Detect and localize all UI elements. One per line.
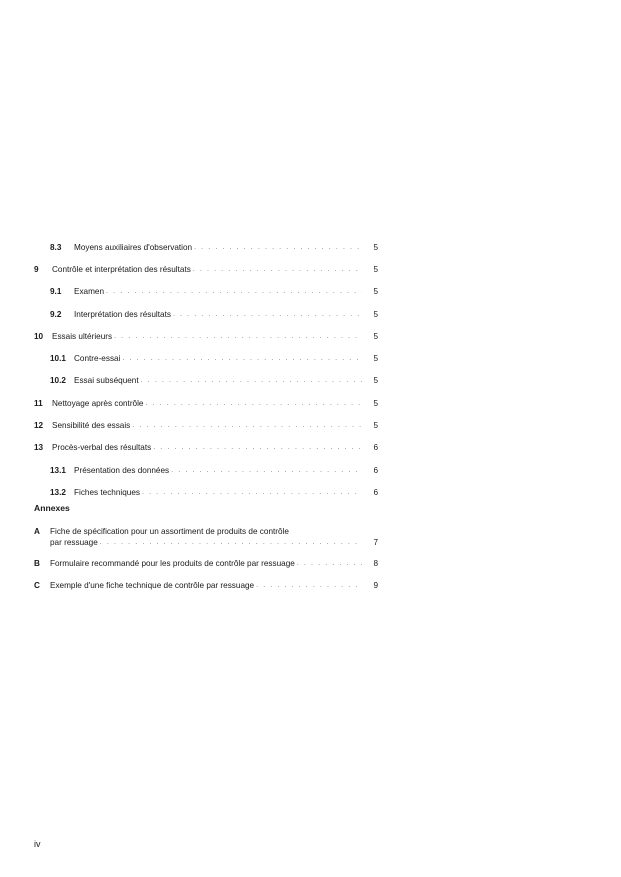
annexes-heading: Annexes bbox=[34, 503, 70, 513]
toc-number: 13.2 bbox=[50, 487, 66, 497]
toc-number: 10.2 bbox=[50, 376, 66, 386]
annex-letter: A bbox=[34, 527, 40, 536]
dot-leader bbox=[114, 333, 362, 340]
annex-title: Exemple d'une fiche technique de contrôle par ressuage bbox=[50, 581, 255, 590]
dot-leader bbox=[297, 560, 362, 567]
annex-letter: B bbox=[34, 559, 40, 568]
page-folio: iv bbox=[34, 839, 41, 849]
annex-entry-a bbox=[34, 527, 378, 551]
table-of-contents bbox=[34, 236, 378, 504]
toc-number: 13 bbox=[34, 443, 44, 453]
annex-title-line2: par ressuage bbox=[50, 538, 98, 547]
toc-entry-8-3 bbox=[34, 236, 378, 258]
toc-entry-13 bbox=[34, 437, 378, 459]
toc-page: 5 bbox=[373, 376, 378, 386]
toc-entry-13-2 bbox=[34, 481, 378, 503]
annex-entry-b bbox=[34, 559, 378, 573]
annex-title: Formulaire recommandé pour les produits de contrôle par ressuage bbox=[50, 559, 295, 568]
toc-title: Essais ultérieurs bbox=[52, 331, 113, 341]
toc-title: Présentation des données bbox=[74, 465, 170, 475]
dot-leader bbox=[142, 489, 362, 496]
dot-leader bbox=[193, 266, 362, 273]
toc-page: 6 bbox=[373, 443, 378, 453]
toc-page: 5 bbox=[373, 331, 378, 341]
dot-leader bbox=[171, 467, 362, 474]
toc-number: 9.1 bbox=[50, 287, 62, 297]
toc-title: Contre-essai bbox=[74, 354, 121, 364]
toc-title: Essai subséquent bbox=[74, 376, 139, 386]
dot-leader bbox=[256, 582, 362, 589]
dot-leader bbox=[173, 311, 362, 318]
dot-leader bbox=[122, 355, 362, 362]
toc-title: Moyens auxiliaires d'observation bbox=[74, 242, 193, 252]
toc-page: 5 bbox=[373, 309, 378, 319]
toc-page: 5 bbox=[373, 354, 378, 364]
annex-page: 8 bbox=[373, 559, 378, 568]
toc-number: 10 bbox=[34, 331, 44, 341]
toc-page: 6 bbox=[373, 487, 378, 497]
toc-entry-9-2 bbox=[34, 303, 378, 325]
toc-number: 8.3 bbox=[50, 242, 62, 252]
annex-title-line1: Fiche de spécification pour un assortiment de produits de contrôle bbox=[50, 527, 289, 536]
toc-page: 5 bbox=[373, 398, 378, 408]
toc-entry-10-1 bbox=[34, 347, 378, 369]
toc-entry-10 bbox=[34, 325, 378, 347]
annex-letter: C bbox=[34, 581, 40, 590]
toc-title: Examen bbox=[74, 287, 105, 297]
toc-title: Sensibilité des essais bbox=[52, 421, 131, 431]
annex-title-row bbox=[50, 559, 378, 568]
toc-entry-11 bbox=[34, 392, 378, 414]
toc-title: Procès-verbal des résultats bbox=[52, 443, 152, 453]
toc-title: Nettoyage après contrôle bbox=[52, 398, 144, 408]
dot-leader bbox=[153, 444, 362, 451]
toc-entry-10-2 bbox=[34, 370, 378, 392]
dot-leader bbox=[106, 288, 362, 295]
toc-title: Interprétation des résultats bbox=[74, 309, 171, 319]
dot-leader bbox=[145, 400, 362, 407]
toc-entry-12 bbox=[34, 414, 378, 436]
toc-entry-9 bbox=[34, 258, 378, 280]
dot-leader bbox=[141, 377, 362, 384]
toc-page: 6 bbox=[373, 465, 378, 475]
toc-number: 13.1 bbox=[50, 465, 66, 475]
dot-leader bbox=[100, 539, 362, 546]
annex-page: 9 bbox=[373, 581, 378, 590]
annex-entry-c bbox=[34, 581, 378, 595]
toc-number: 9 bbox=[34, 264, 39, 274]
toc-number: 11 bbox=[34, 398, 43, 408]
toc-page: 5 bbox=[373, 287, 378, 297]
toc-title: Contrôle et interprétation des résultats bbox=[52, 264, 191, 274]
toc-entry-9-1 bbox=[34, 281, 378, 303]
toc-page: 5 bbox=[373, 242, 378, 252]
toc-entry-13-1 bbox=[34, 459, 378, 481]
toc-page: 5 bbox=[373, 421, 378, 431]
dot-leader bbox=[194, 244, 362, 251]
toc-number: 12 bbox=[34, 421, 44, 431]
toc-number: 9.2 bbox=[50, 309, 62, 319]
toc-title: Fiches techniques bbox=[74, 487, 140, 497]
dot-leader bbox=[132, 422, 362, 429]
annex-title-row bbox=[50, 581, 378, 590]
annex-title-line2-row bbox=[50, 538, 378, 547]
annex-page: 7 bbox=[373, 538, 378, 547]
toc-number: 10.1 bbox=[50, 354, 66, 364]
toc-page: 5 bbox=[373, 264, 378, 274]
